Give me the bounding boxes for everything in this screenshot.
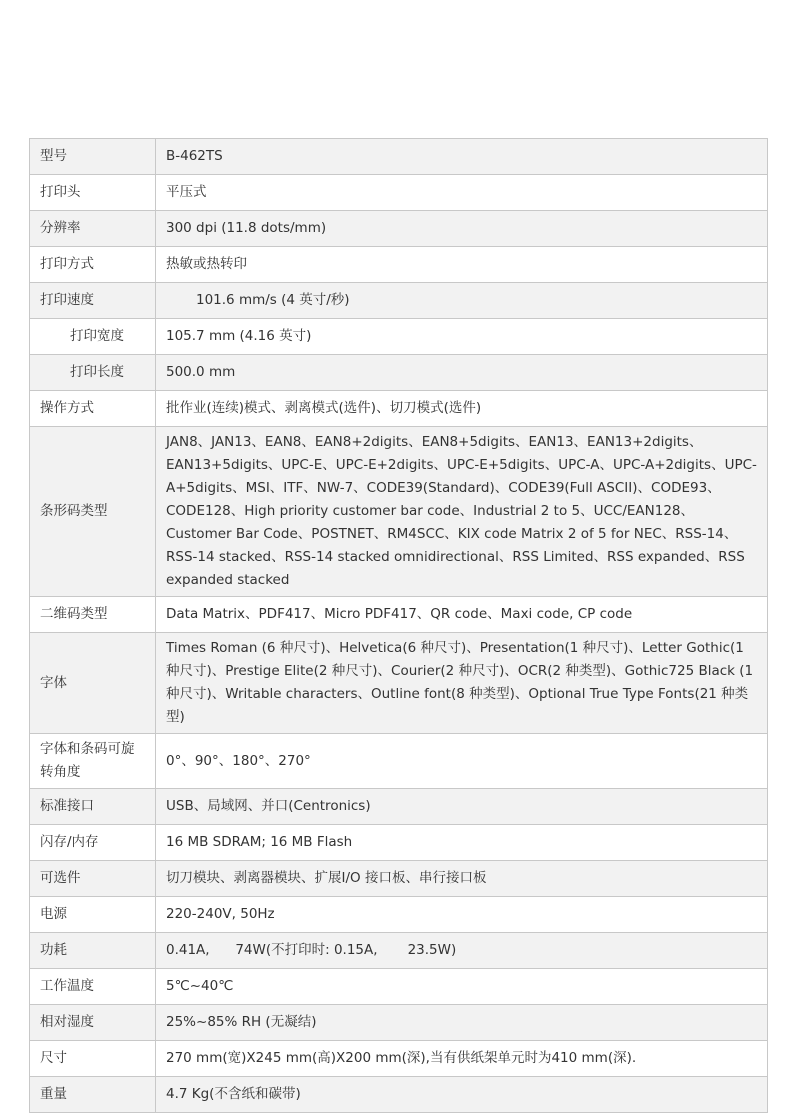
spec-value-power: 220-240V, 50Hz <box>156 897 768 933</box>
table-row <box>30 139 768 175</box>
spec-label-fonts: 字体 <box>30 633 156 734</box>
spec-label-interface: 标准接口 <box>30 789 156 825</box>
table-row <box>30 247 768 283</box>
table-row <box>30 427 768 597</box>
table-row <box>30 175 768 211</box>
spec-label-consumption: 功耗 <box>30 933 156 969</box>
spec-value-humidity: 25%~85% RH (无凝结) <box>156 1005 768 1041</box>
spec-value-memory: 16 MB SDRAM; 16 MB Flash <box>156 825 768 861</box>
spec-label-barcode-types: 条形码类型 <box>30 427 156 597</box>
spec-value-rotation: 0°、90°、180°、270° <box>156 734 768 789</box>
spec-value-barcode-types: JAN8、JAN13、EAN8、EAN8+2digits、EAN8+5digits、EAN13、EAN13+2digits、EAN13+5digits、UPC-E、UPC-E+2digits、UPC-E+5digits、UPC-A、UPC-A+2digits、UPC-A+5digits、MSI、ITF、NW-7、CODE39(Standard)、CODE39(Full ASCII)、CODE93、CODE128、High priority customer bar code、Industrial 2 to 5、UCC/EAN128、Customer Bar Code、POSTNET、RM4SCC、KIX code Matrix 2 of 5 for NEC、RSS-14、RSS-14 stacked、RSS-14 stacked omnidirectional、RSS Limited、RSS expanded、RSS expanded stacked <box>156 427 768 597</box>
table-row <box>30 734 768 789</box>
table-row <box>30 825 768 861</box>
spec-label-weight: 重量 <box>30 1077 156 1113</box>
table-row <box>30 391 768 427</box>
spec-label-power: 电源 <box>30 897 156 933</box>
spec-value-dimensions: 270 mm(宽)X245 mm(高)X200 mm(深),当有供纸架单元时为410 mm(深). <box>156 1041 768 1077</box>
spec-value-operation-mode: 批作业(连续)模式、剥离模式(选件)、切刀模式(选件) <box>156 391 768 427</box>
spec-label-operation-mode: 操作方式 <box>30 391 156 427</box>
spec-value-consumption: 0.41A, 74W(不打印时: 0.15A, 23.5W) <box>156 933 768 969</box>
spec-label-model: 型号 <box>30 139 156 175</box>
table-row <box>30 211 768 247</box>
spec-label-dimensions: 尺寸 <box>30 1041 156 1077</box>
table-row <box>30 933 768 969</box>
spec-value-print-head: 平压式 <box>156 175 768 211</box>
spec-label-print-width: 打印宽度 <box>30 319 156 355</box>
spec-label-print-head: 打印头 <box>30 175 156 211</box>
table-row <box>30 597 768 633</box>
table-row <box>30 1041 768 1077</box>
spec-value-fonts: Times Roman (6 种尺寸)、Helvetica(6 种尺寸)、Presentation(1 种尺寸)、Letter Gothic(1 种尺寸)、Prestige Elite(2 种尺寸)、Courier(2 种尺寸)、OCR(2 种类型)、Gothic725 Black (1 种尺寸)、Writable characters、Outline font(8 种类型)、Optional True Type Fonts(21 种类型) <box>156 633 768 734</box>
spec-value-model: B-462TS <box>156 139 768 175</box>
table-row <box>30 633 768 734</box>
spec-label-memory: 闪存/内存 <box>30 825 156 861</box>
spec-value-print-speed: 101.6 mm/s (4 英寸/秒) <box>156 283 768 319</box>
spec-label-options: 可选件 <box>30 861 156 897</box>
spec-value-operating-temp: 5℃~40℃ <box>156 969 768 1005</box>
spec-value-weight: 4.7 Kg(不含纸和碳带) <box>156 1077 768 1113</box>
spec-label-print-length: 打印长度 <box>30 355 156 391</box>
spec-label-print-speed: 打印速度 <box>30 283 156 319</box>
spec-value-print-width: 105.7 mm (4.16 英寸) <box>156 319 768 355</box>
spec-value-resolution: 300 dpi (11.8 dots/mm) <box>156 211 768 247</box>
spec-label-print-method: 打印方式 <box>30 247 156 283</box>
table-row <box>30 1005 768 1041</box>
spec-label-resolution: 分辨率 <box>30 211 156 247</box>
table-row <box>30 355 768 391</box>
spec-label-humidity: 相对湿度 <box>30 1005 156 1041</box>
spec-value-options: 切刀模块、剥离器模块、扩展I/O 接口板、串行接口板 <box>156 861 768 897</box>
table-row <box>30 283 768 319</box>
spec-table <box>29 138 768 1113</box>
table-row <box>30 969 768 1005</box>
spec-value-print-method: 热敏或热转印 <box>156 247 768 283</box>
spec-label-2d-code-types: 二维码类型 <box>30 597 156 633</box>
table-row <box>30 789 768 825</box>
spec-label-operating-temp: 工作温度 <box>30 969 156 1005</box>
table-row <box>30 1077 768 1113</box>
table-row <box>30 319 768 355</box>
table-row <box>30 861 768 897</box>
table-row <box>30 897 768 933</box>
spec-label-rotation: 字体和条码可旋转角度 <box>30 734 156 789</box>
spec-value-interface: USB、局域网、并口(Centronics) <box>156 789 768 825</box>
spec-value-2d-code-types: Data Matrix、PDF417、Micro PDF417、QR code、Maxi code, CP code <box>156 597 768 633</box>
spec-value-print-length: 500.0 mm <box>156 355 768 391</box>
